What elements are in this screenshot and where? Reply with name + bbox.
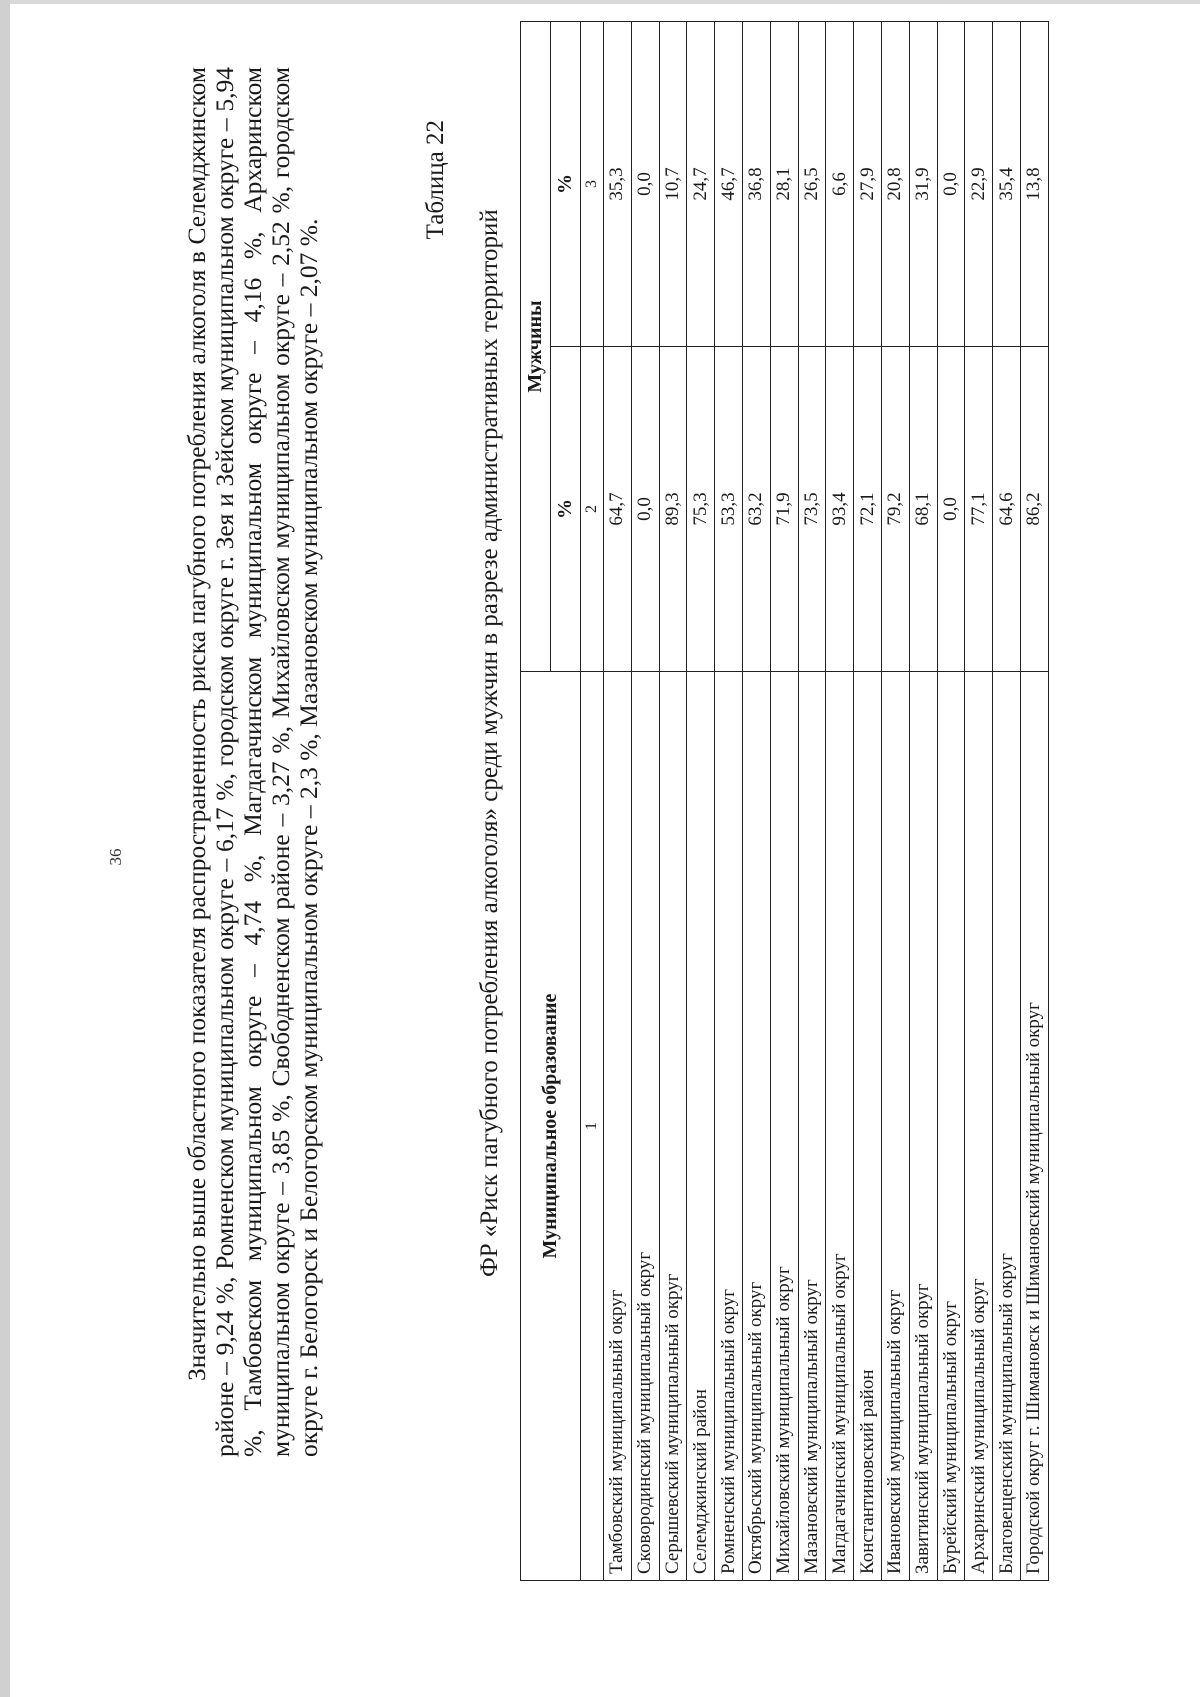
table-row — [631, 22, 659, 1581]
column-index: 1 — [581, 672, 604, 1581]
body-paragraph: Значительно выше областного показателя распространенность риска пагубного потребления алкоголя в Селемджинском районе – 9,24 %, Ромненском муниципальном округе – 6,17 %, городском округе г. Зея и Зейском муниципальном округе – 5,94 %, Тамбовском муниципальном округе – 4,74 %, Магдагачинском муниципальном округе – 4,16 %, Архаринском муниципальном округе – 3,85 %, Свободненском районе – 3,27 %, Михайловском муниципальном округе – 2,52 %, городском округе г. Белогорск и Белогорском муниципальном округе – 2,3 %, Мазановском муниципальном округе – 2,07 %. — [182, 67, 323, 1457]
municipality-cell: Благовещенский муниципальный округ — [993, 672, 1021, 1581]
municipality-cell: Магдагачинский муниципальный округ — [826, 672, 854, 1581]
table-caption: ФР «Риск пагубного потребления алкоголя» среди мужчин в разрезе административных территорий — [476, 209, 503, 1277]
percent-cell: 35,4 — [993, 22, 1021, 347]
percent-cell: 10,7 — [659, 22, 687, 347]
percent-cell: 22,9 — [965, 22, 993, 347]
percent-cell: 93,4 — [826, 347, 854, 672]
table-row — [826, 22, 854, 1581]
percent-cell: 63,2 — [742, 347, 770, 672]
percent-cell: 73,5 — [798, 347, 826, 672]
table-label: Таблица 22 — [422, 120, 449, 240]
municipality-cell: Селемджинский район — [687, 672, 715, 1581]
percent-cell: 24,7 — [687, 22, 715, 347]
municipality-cell: Бурейский муниципальный округ — [937, 672, 965, 1581]
municipality-cell: Завитинский муниципальный округ — [909, 672, 937, 1581]
municipality-cell: Архаринский муниципальный округ — [965, 672, 993, 1581]
percent-cell: 26,5 — [798, 22, 826, 347]
percent-cell: 89,3 — [659, 347, 687, 672]
percent-cell: 72,1 — [854, 347, 882, 672]
percent-cell: 28,1 — [770, 22, 798, 347]
percent-cell: 75,3 — [687, 347, 715, 672]
percent-cell: 77,1 — [965, 347, 993, 672]
table-row — [1020, 22, 1048, 1581]
percent-cell: 46,7 — [715, 22, 743, 347]
table-row — [881, 22, 909, 1581]
table-row — [993, 22, 1021, 1581]
percent-cell: 0,0 — [631, 347, 659, 672]
percent-cell: 53,3 — [715, 347, 743, 672]
percent-cell: 31,9 — [909, 22, 937, 347]
municipality-cell: Серышевский муниципальный округ — [659, 672, 687, 1581]
municipality-cell: Сковородинский муниципальный округ — [631, 672, 659, 1581]
percent-cell: 79,2 — [881, 347, 909, 672]
percent-cell: 0,0 — [937, 22, 965, 347]
percent-cell: 27,9 — [854, 22, 882, 347]
percent-cell: 64,6 — [993, 347, 1021, 672]
column-index: 2 — [581, 347, 604, 672]
header-percent: % — [551, 347, 581, 672]
page-number: 36 — [106, 848, 125, 866]
percent-cell: 68,1 — [909, 347, 937, 672]
percent-cell: 36,8 — [742, 22, 770, 347]
municipality-cell: Мазановский муниципальный округ — [798, 672, 826, 1581]
municipality-cell: Ромненский муниципальный округ — [715, 672, 743, 1581]
percent-cell: 86,2 — [1020, 347, 1048, 672]
data-table — [520, 21, 1049, 1581]
percent-cell: 13,8 — [1020, 22, 1048, 347]
column-index: 3 — [581, 22, 604, 347]
header-men: Мужчины — [521, 22, 551, 672]
percent-cell: 71,9 — [770, 347, 798, 672]
table-row — [798, 22, 826, 1581]
percent-cell: 6,6 — [826, 22, 854, 347]
header-municipality: Муниципальное образование — [521, 672, 581, 1581]
municipality-cell: Ивановский муниципальный округ — [881, 672, 909, 1581]
percent-cell: 20,8 — [881, 22, 909, 347]
table-row — [770, 22, 798, 1581]
municipality-cell: Константиновский район — [854, 672, 882, 1581]
header-percent: % — [551, 22, 581, 347]
percent-cell: 64,7 — [604, 347, 632, 672]
percent-cell: 0,0 — [631, 22, 659, 347]
municipality-cell: Тамбовский муниципальный округ — [604, 672, 632, 1581]
table-row — [742, 22, 770, 1581]
percent-cell: 35,3 — [604, 22, 632, 347]
table-row — [937, 22, 965, 1581]
municipality-cell: Городской округ г. Шимановск и Шимановский муниципальный округ — [1020, 672, 1048, 1581]
percent-cell: 0,0 — [937, 347, 965, 672]
table-row — [604, 22, 632, 1581]
table-row — [687, 22, 715, 1581]
municipality-cell: Михайловский муниципальный округ — [770, 672, 798, 1581]
table-row — [659, 22, 687, 1581]
table-row — [715, 22, 743, 1581]
table-row — [909, 22, 937, 1581]
table-row — [854, 22, 882, 1581]
municipality-cell: Октябрьский муниципальный округ — [742, 672, 770, 1581]
table-row — [965, 22, 993, 1581]
